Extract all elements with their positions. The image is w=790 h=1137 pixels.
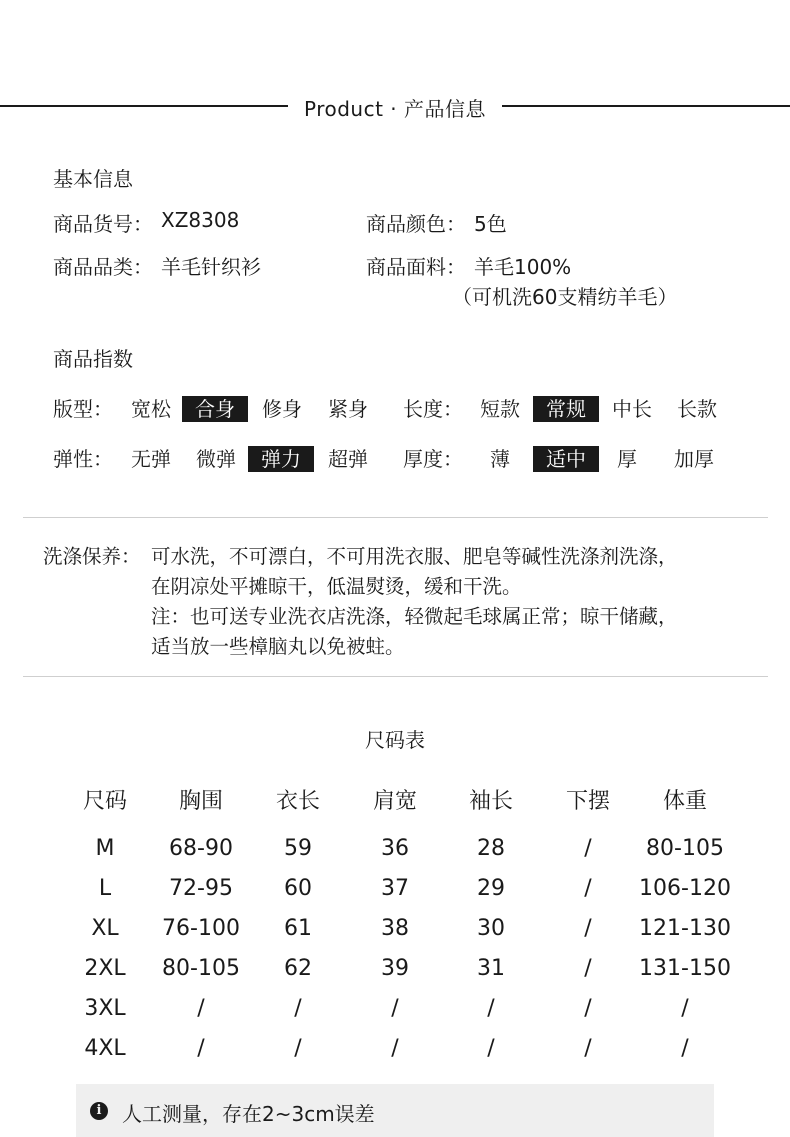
size-table-cell: / <box>487 1036 495 1061</box>
page-title: Product · 产品信息 <box>303 97 486 121</box>
item-no-label: 商品货号： <box>53 212 153 236</box>
size-table-cell: 37 <box>381 876 409 901</box>
size-table-header: 尺码 <box>82 789 127 814</box>
size-table-title: 尺码表 <box>365 728 425 752</box>
size-table-header: 袖长 <box>468 789 513 814</box>
thickness-label: 厚度： <box>403 447 463 471</box>
fit-option: 宽松 <box>131 397 171 421</box>
length-option: 常规 <box>533 396 599 422</box>
size-table-cell: 80-105 <box>646 836 724 861</box>
size-table-cell: 76-100 <box>162 916 240 941</box>
size-table-cell: L <box>98 876 112 901</box>
elasticity-option: 弹力 <box>248 446 314 472</box>
size-table-cell: 61 <box>284 916 312 941</box>
size-table-cell: / <box>584 916 592 941</box>
thickness-option: 厚 <box>617 447 637 471</box>
item-no-value: XZ8308 <box>161 208 240 232</box>
basic-info-title: 基本信息 <box>53 167 133 191</box>
size-table-cell: / <box>584 1036 592 1061</box>
fit-option: 合身 <box>182 396 248 422</box>
size-table-cell: 68-90 <box>169 836 233 861</box>
size-table-cell: / <box>391 996 399 1021</box>
fabric-value: 羊毛100% <box>474 255 572 279</box>
size-table-cell: / <box>584 836 592 861</box>
size-table-cell: 28 <box>477 836 505 861</box>
size-table-cell: / <box>681 996 689 1021</box>
size-table-header: 下摆 <box>565 789 610 814</box>
length-label: 长度： <box>403 397 463 421</box>
elasticity-option: 微弹 <box>196 447 236 471</box>
size-table-cell: / <box>584 996 592 1021</box>
size-table-cell: / <box>487 996 495 1021</box>
size-table-cell: 39 <box>381 956 409 981</box>
size-table-cell: 3XL <box>84 996 126 1021</box>
size-table-cell: 30 <box>477 916 505 941</box>
category-label: 商品品类： <box>53 255 153 279</box>
size-table-cell: / <box>584 956 592 981</box>
size-table-cell: 29 <box>477 876 505 901</box>
washing-line: 注：也可送专业洗衣店洗涤，轻微起毛球属正常；晾干储藏， <box>151 605 678 628</box>
washing-line: 可水洗，不可漂白，不可用洗衣服、肥皂等碱性洗涤剂洗涤， <box>151 545 678 568</box>
thickness-option: 加厚 <box>674 447 714 471</box>
size-table-cell: 36 <box>381 836 409 861</box>
size-table-cell: 106-120 <box>639 876 731 901</box>
fabric-note: （可机洗60支精纺羊毛） <box>452 285 678 309</box>
fit-option: 修身 <box>262 397 302 421</box>
size-table-cell: 121-130 <box>639 916 731 941</box>
elasticity-label: 弹性： <box>53 447 113 471</box>
divider-bottom <box>23 676 768 677</box>
size-table-cell: 60 <box>284 876 312 901</box>
thickness-option: 薄 <box>490 447 510 471</box>
size-table-cell: / <box>197 1036 205 1061</box>
size-table-header: 体重 <box>662 789 707 814</box>
category-value: 羊毛针织衫 <box>161 255 261 279</box>
fabric-label: 商品面料： <box>366 255 466 279</box>
size-table-cell: 59 <box>284 836 312 861</box>
size-table-cell: 31 <box>477 956 505 981</box>
size-table-header: 衣长 <box>275 789 320 814</box>
thickness-option: 适中 <box>533 446 599 472</box>
measurement-note <box>76 1084 714 1137</box>
color-value: 5色 <box>474 212 507 236</box>
size-table-cell: 80-105 <box>162 956 240 981</box>
size-table-cell: 72-95 <box>169 876 233 901</box>
length-option: 短款 <box>480 397 520 421</box>
elasticity-option: 超弹 <box>328 447 368 471</box>
size-table-cell: 131-150 <box>639 956 731 981</box>
size-table-cell: / <box>681 1036 689 1061</box>
size-table-cell: / <box>294 996 302 1021</box>
size-table-cell: / <box>584 876 592 901</box>
washing-line: 在阴凉处平摊晾干，低温熨烫，缓和干洗。 <box>151 575 522 598</box>
index-title: 商品指数 <box>53 347 133 371</box>
length-option: 长款 <box>677 397 717 421</box>
fit-label: 版型： <box>53 397 113 421</box>
size-table-cell: M <box>95 836 115 861</box>
size-table-cell: 4XL <box>84 1036 126 1061</box>
size-table-cell: 62 <box>284 956 312 981</box>
length-option: 中长 <box>612 397 652 421</box>
size-table-cell: 2XL <box>84 956 126 981</box>
washing-line: 适当放一些樟脑丸以免被蛀。 <box>151 635 405 658</box>
note-text: 人工测量，存在2~3cm误差 <box>122 1102 375 1126</box>
washing-label: 洗涤保养： <box>43 545 141 568</box>
elasticity-option: 无弹 <box>131 447 171 471</box>
size-table-cell: XL <box>91 916 119 941</box>
fit-option: 紧身 <box>328 397 368 421</box>
size-table-cell: / <box>294 1036 302 1061</box>
divider-top <box>23 517 768 518</box>
size-table-cell: 38 <box>381 916 409 941</box>
size-table-cell: / <box>197 996 205 1021</box>
color-label: 商品颜色： <box>366 212 466 236</box>
size-table-header: 肩宽 <box>372 789 417 814</box>
size-table-cell: / <box>391 1036 399 1061</box>
size-table-header: 胸围 <box>178 789 223 814</box>
info-icon: i <box>90 1102 108 1120</box>
